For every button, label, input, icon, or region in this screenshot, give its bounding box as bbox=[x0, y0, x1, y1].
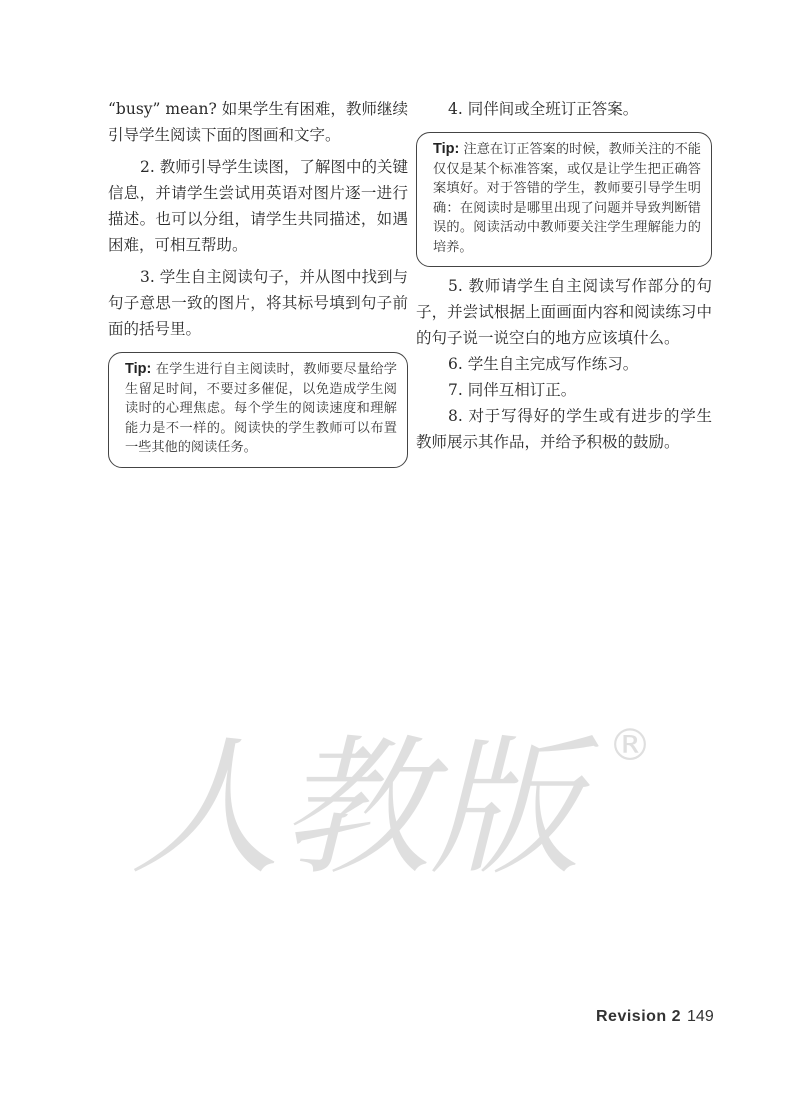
paragraph-step-7: 7. 同伴互相订正。 bbox=[448, 381, 577, 399]
paragraph-intro: “busy” mean? 如果学生有困难，教师继续引导学生阅读下面的图画和文字。 bbox=[108, 100, 408, 144]
publisher-watermark-logo bbox=[130, 700, 670, 890]
paragraph-step-8: 8. 对于写得好的学生或有进步的学生教师展示其作品，并给予积极的鼓励。 bbox=[416, 407, 712, 451]
tip-text: 注意在订正答案的时候，教师关注的不能仅仅是某个标准答案，或仅是让学生把正确答案填好。对于答错的学生，教师要引导学生明确：在阅读时是哪里出现了问题并导致判断错误的。阅读活动中教师要关注学生理解能力的培养。 bbox=[433, 142, 701, 255]
paragraph-step-6: 6. 学生自主完成写作练习。 bbox=[448, 355, 639, 373]
page-footer bbox=[596, 1008, 714, 1026]
tip-label: Tip: bbox=[433, 141, 460, 157]
paragraph-step-2: 2. 教师引导学生读图，了解图中的关键信息，并请学生尝试用英语对图片逐一进行描述。也可以分组，请学生共同描述，如遇困难，可相互帮助。 bbox=[108, 158, 408, 254]
watermark-text: 人教版 bbox=[130, 722, 581, 890]
registered-mark-icon: ® bbox=[608, 720, 652, 771]
paragraph-step-3: 3. 学生自主阅读句子，并从图中找到与句子意思一致的图片，将其标号填到句子前面的括号里。 bbox=[108, 268, 408, 338]
section-label: Revision 2 bbox=[596, 1008, 682, 1025]
left-column bbox=[108, 96, 408, 468]
paragraph-step-5: 5. 教师请学生自主阅读写作部分的句子，并尝试根据上面画面内容和阅读练习中的句子说一说空白的地方应该填什么。 bbox=[416, 277, 712, 347]
right-column bbox=[416, 96, 712, 455]
tip-label: Tip: bbox=[125, 361, 152, 377]
tip-box-right bbox=[416, 132, 712, 267]
paragraph-step-4: 4. 同伴间或全班订正答案。 bbox=[448, 100, 639, 118]
tip-text: 在学生进行自主阅读时，教师要尽量给学生留足时间，不要过多催促，以免造成学生阅读时的心理焦虑。每个学生的阅读速度和理解能力是不一样的。阅读快的学生教师可以布置一些其他的阅读任务。 bbox=[125, 362, 397, 455]
tip-box-left bbox=[108, 352, 408, 468]
page-number: 149 bbox=[687, 1008, 714, 1025]
